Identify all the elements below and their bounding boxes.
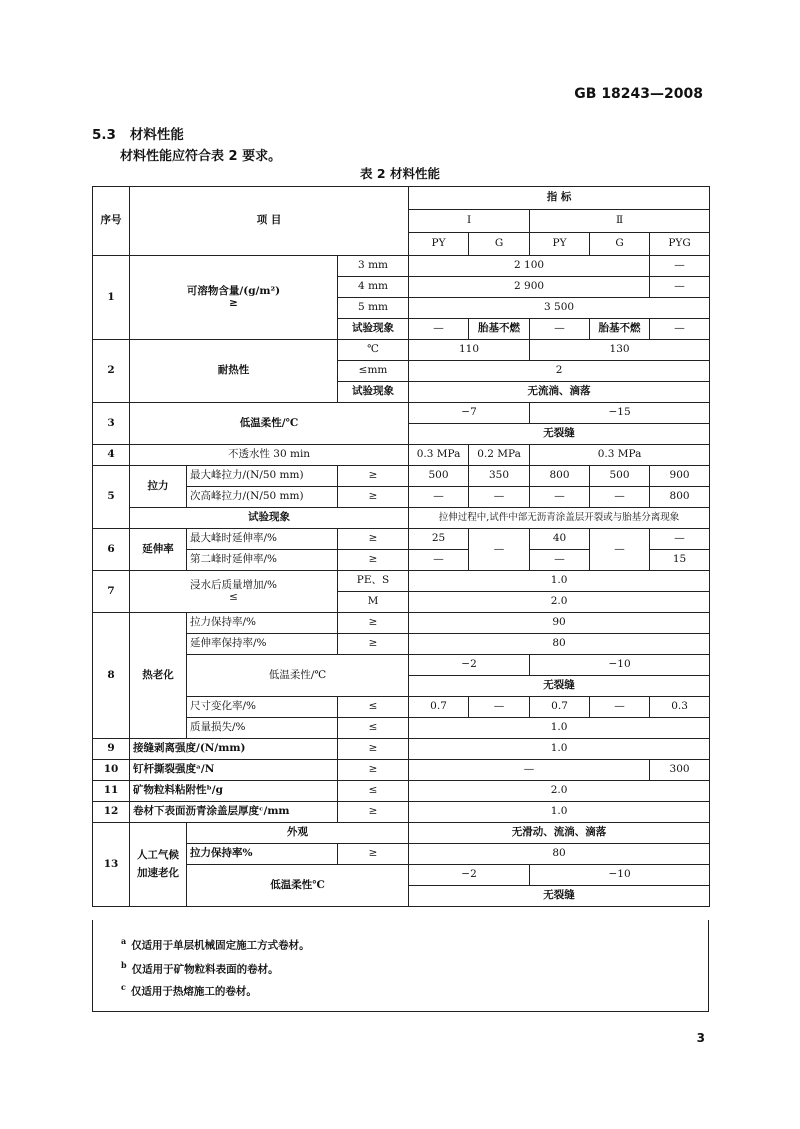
value-cell: — — [530, 319, 590, 340]
comparator: ≥ — [338, 550, 409, 571]
sub-item: 延伸率保持率/% — [187, 634, 338, 655]
value-cell: 无裂缝 — [409, 886, 710, 907]
section-intro: 材料性能应符合表 2 要求。 — [120, 149, 282, 164]
item-name: 可溶物含量/(g/m²) — [186, 284, 281, 297]
comparator: ≥ — [229, 296, 238, 309]
value-cell: −2 — [409, 655, 530, 676]
footnote-text: 仅适用于热熔施工的卷材。 — [130, 985, 257, 998]
row-number: 2 — [93, 340, 130, 403]
value-cell: 15 — [650, 550, 710, 571]
header-py: PY — [530, 233, 590, 256]
footnote — [121, 960, 279, 977]
item-name: 浸水后质量增加/% — [189, 578, 277, 591]
header-index: 指 标 — [409, 187, 710, 210]
table-row — [93, 760, 710, 781]
sub-item: M — [338, 592, 409, 613]
header-group-1: Ⅰ — [409, 210, 530, 233]
value-cell: −7 — [409, 403, 530, 424]
comparator: ≤ — [338, 697, 409, 718]
comparator: ≥ — [338, 802, 409, 823]
comparator: ≥ — [338, 634, 409, 655]
row-number: 11 — [93, 781, 130, 802]
value-cell: — — [530, 487, 590, 508]
section-title: 材料性能 — [129, 127, 184, 143]
item-name: 人工气候加速老化 — [130, 823, 187, 907]
header-seq: 序号 — [93, 187, 130, 256]
value-cell: 胎基不燃 — [469, 319, 530, 340]
value-cell: — — [409, 550, 469, 571]
footnote-mark: b — [121, 960, 127, 970]
section-number: 5.3 — [92, 127, 116, 143]
footnote-text: 仅适用于矿物粒料表面的卷材。 — [131, 963, 279, 976]
sub-item: 试验现象 — [338, 319, 409, 340]
item-name: 拉力 — [130, 466, 187, 508]
value-cell: −10 — [530, 865, 710, 886]
value-cell: — — [650, 277, 710, 298]
value-cell: 1.0 — [409, 718, 710, 739]
row-number: 12 — [93, 802, 130, 823]
value-cell: 0.3 MPa — [530, 445, 710, 466]
sub-item: 第二峰时延伸率/% — [187, 550, 338, 571]
header-g: G — [590, 233, 650, 256]
value-cell: 3 500 — [409, 298, 710, 319]
comparator: ≥ — [338, 466, 409, 487]
value-cell: — — [590, 529, 650, 571]
material-properties-table — [92, 186, 710, 907]
item-name: 接缝剥离强度/(N/mm) — [130, 739, 338, 760]
value-cell: 800 — [650, 487, 710, 508]
value-cell: — — [409, 760, 650, 781]
row-number: 4 — [93, 445, 130, 466]
value-cell: 1.0 — [409, 802, 710, 823]
value-cell: 500 — [590, 466, 650, 487]
footnote-text: 仅适用于单层机械固定施工方式卷材。 — [131, 939, 310, 952]
comparator: ≥ — [338, 613, 409, 634]
footnote-mark: a — [121, 936, 127, 946]
item-name: 热老化 — [130, 613, 187, 739]
value-cell: 500 — [409, 466, 469, 487]
table-row — [93, 823, 710, 844]
row-number: 8 — [93, 613, 130, 739]
value-cell: — — [650, 256, 710, 277]
row-number: 5 — [93, 466, 130, 529]
comparator: ≥ — [338, 487, 409, 508]
comparator: ≥ — [338, 739, 409, 760]
header-pyg: PYG — [650, 233, 710, 256]
table-row — [93, 571, 710, 592]
value-cell: 拉伸过程中,试件中部无沥青涂盖层开裂或与胎基分离现象 — [409, 508, 710, 529]
comparator: ≥ — [338, 529, 409, 550]
item-name: 矿物粒料粘附性ᵇ/g — [130, 781, 338, 802]
table-row — [93, 340, 710, 361]
value-cell: 800 — [530, 466, 590, 487]
value-cell: — — [530, 550, 590, 571]
value-cell: — — [469, 529, 530, 571]
sub-item: 试验现象 — [338, 382, 409, 403]
footnote-mark: c — [121, 982, 126, 992]
value-cell: 0.7 — [530, 697, 590, 718]
table-row — [93, 445, 710, 466]
header-item: 项 目 — [130, 187, 409, 256]
sub-item: 5 mm — [338, 298, 409, 319]
page-number: 3 — [696, 1031, 705, 1045]
value-cell: 胎基不燃 — [590, 319, 650, 340]
value-cell: 无流淌、滴落 — [409, 382, 710, 403]
row-item — [130, 256, 338, 340]
item-name: 卷材下表面沥青涂盖层厚度ᶜ/mm — [130, 802, 338, 823]
comparator: ≥ — [338, 760, 409, 781]
footnote — [121, 936, 310, 953]
table-row — [93, 466, 710, 487]
table-row — [93, 508, 710, 529]
sub-item: 尺寸变化率/% — [187, 697, 338, 718]
table-row — [93, 739, 710, 760]
sub-item: 试验现象 — [130, 508, 409, 529]
value-cell: — — [409, 487, 469, 508]
value-cell: — — [590, 487, 650, 508]
value-cell: 110 — [409, 340, 530, 361]
item-name: 低温柔性/℃ — [130, 403, 409, 445]
comparator: ≤ — [229, 590, 238, 603]
value-cell: 0.3 — [650, 697, 710, 718]
value-cell: 25 — [409, 529, 469, 550]
value-cell: 无裂缝 — [409, 424, 710, 445]
value-cell: — — [650, 529, 710, 550]
value-cell: 0.7 — [409, 697, 469, 718]
value-cell: 300 — [650, 760, 710, 781]
table-row — [93, 802, 710, 823]
value-cell: 80 — [409, 634, 710, 655]
value-cell: 2 900 — [409, 277, 650, 298]
section-heading — [92, 123, 184, 143]
row-item — [130, 571, 338, 613]
row-number: 9 — [93, 739, 130, 760]
value-cell: 2.0 — [409, 592, 710, 613]
row-number: 6 — [93, 529, 130, 571]
comparator: ≤ — [338, 781, 409, 802]
value-cell: 130 — [530, 340, 710, 361]
table-row — [93, 781, 710, 802]
value-cell: 350 — [469, 466, 530, 487]
sub-item: 低温柔性℃ — [187, 865, 409, 907]
table-caption: 表 2 材料性能 — [360, 166, 440, 181]
row-number: 3 — [93, 403, 130, 445]
sub-item: 低温柔性/℃ — [187, 655, 409, 697]
row-number: 1 — [93, 256, 130, 340]
value-cell: −10 — [530, 655, 710, 676]
value-cell: 80 — [409, 844, 710, 865]
value-cell: — — [469, 487, 530, 508]
comparator: ≥ — [338, 844, 409, 865]
value-cell: 2.0 — [409, 781, 710, 802]
sub-item: 次高峰拉力/(N/50 mm) — [187, 487, 338, 508]
value-cell: −15 — [530, 403, 710, 424]
value-cell: 无裂缝 — [409, 676, 710, 697]
row-number: 13 — [93, 823, 130, 907]
row-number: 10 — [93, 760, 130, 781]
sub-item: 质量损失/% — [187, 718, 338, 739]
standard-code: GB 18243—2008 — [574, 86, 703, 102]
sub-item: 4 mm — [338, 277, 409, 298]
value-cell: — — [409, 319, 469, 340]
table-footnotes — [92, 920, 709, 1012]
sub-item: PE、S — [338, 571, 409, 592]
row-number: 7 — [93, 571, 130, 613]
item-name: 延伸率 — [130, 529, 187, 571]
value-cell: — — [469, 697, 530, 718]
header-group-2: Ⅱ — [530, 210, 710, 233]
value-cell: 1.0 — [409, 571, 710, 592]
value-cell: 1.0 — [409, 739, 710, 760]
comparator: ≤ — [338, 718, 409, 739]
header-g: G — [469, 233, 530, 256]
table-row — [93, 529, 710, 550]
item-name: 钉杆撕裂强度ᵃ/N — [130, 760, 338, 781]
value-cell: 0.3 MPa — [409, 445, 469, 466]
sub-item: 拉力保持率% — [187, 844, 338, 865]
table-row — [93, 256, 710, 277]
value-cell: 2 100 — [409, 256, 650, 277]
sub-item: 最大峰拉力/(N/50 mm) — [187, 466, 338, 487]
value-cell: 900 — [650, 466, 710, 487]
table-header-row — [93, 187, 710, 210]
sub-item: ℃ — [338, 340, 409, 361]
sub-item: 最大峰时延伸率/% — [187, 529, 338, 550]
value-cell: — — [650, 319, 710, 340]
sub-item: 3 mm — [338, 256, 409, 277]
value-cell: 40 — [530, 529, 590, 550]
sub-item: 外观 — [187, 823, 409, 844]
header-py: PY — [409, 233, 469, 256]
table-row — [93, 613, 710, 634]
sub-item: 拉力保持率/% — [187, 613, 338, 634]
value-cell: −2 — [409, 865, 530, 886]
value-cell: 0.2 MPa — [469, 445, 530, 466]
value-cell: — — [590, 697, 650, 718]
footnote — [121, 982, 257, 999]
value-cell: 90 — [409, 613, 710, 634]
value-cell: 无滑动、流淌、滴落 — [409, 823, 710, 844]
table-row — [93, 403, 710, 424]
item-name: 耐热性 — [130, 340, 338, 403]
item-name: 不透水性 30 min — [130, 445, 409, 466]
sub-item: ≤mm — [338, 361, 409, 382]
value-cell: 2 — [409, 361, 710, 382]
